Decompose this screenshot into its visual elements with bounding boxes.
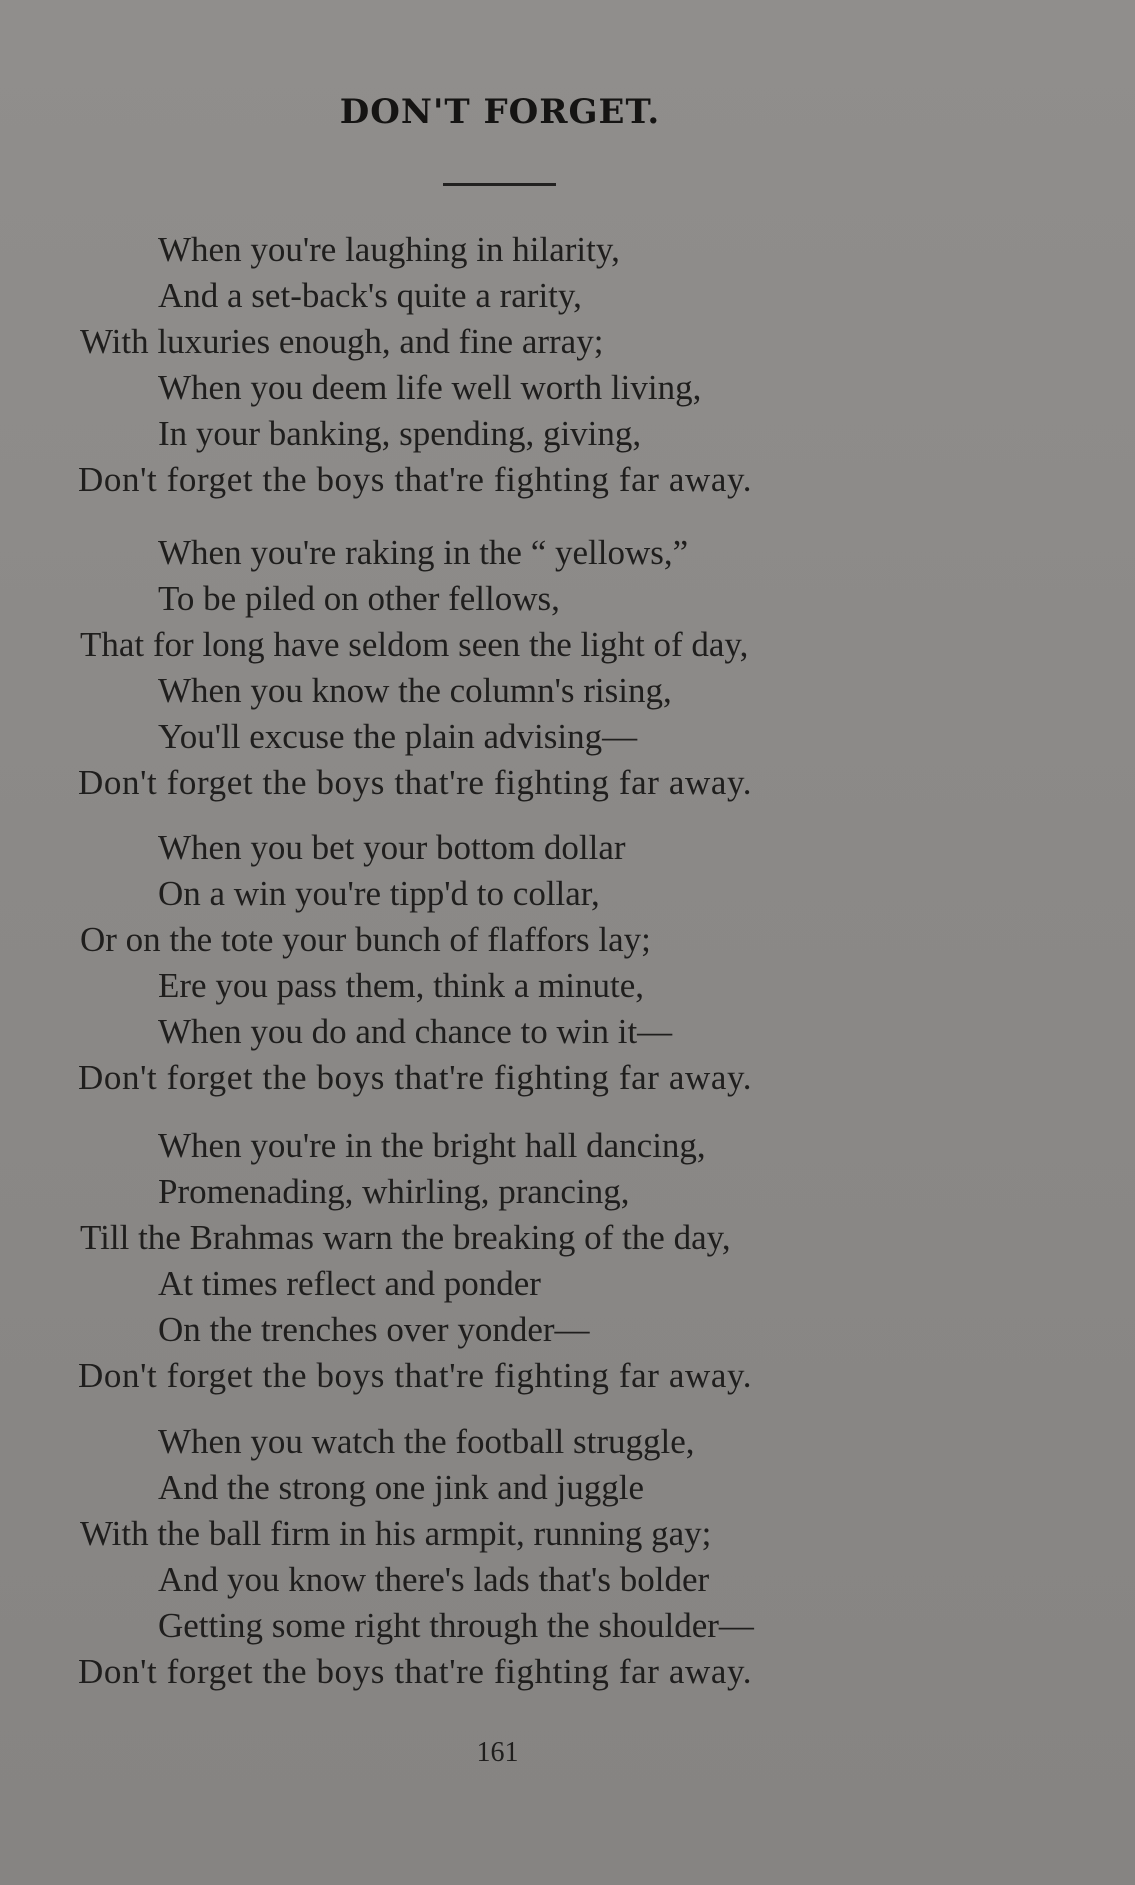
- poem-title: DON'T FORGET.: [339, 92, 661, 132]
- poem-line: To be piled on other fellows,: [158, 579, 560, 618]
- poem-line: And you know there's lads that's bolder: [158, 1560, 710, 1599]
- poem-line: When you watch the football struggle,: [158, 1422, 695, 1461]
- page-number: 161: [476, 1737, 519, 1768]
- title-rule: [443, 183, 556, 186]
- poem-line: When you're laughing in hilarity,: [158, 230, 620, 269]
- poem-line: With luxuries enough, and fine array;: [80, 322, 604, 361]
- poem-line: When you're raking in the “ yellows,”: [158, 533, 689, 572]
- poem-refrain: Don't forget the boys that're fighting far away.: [78, 1058, 753, 1097]
- poem-line: When you bet your bottom dollar: [158, 828, 626, 867]
- poem-refrain: Don't forget the boys that're fighting far away.: [78, 1652, 753, 1691]
- poem-line: When you deem life well worth living,: [158, 368, 702, 407]
- poem-line: That for long have seldom seen the light of day,: [80, 625, 749, 664]
- poem-line: On the trenches over yonder—: [158, 1310, 590, 1349]
- poem-line: When you're in the bright hall dancing,: [158, 1126, 706, 1165]
- poem-line: When you do and chance to win it—: [158, 1012, 673, 1051]
- poem-line: With the ball firm in his armpit, running gay;: [80, 1514, 712, 1553]
- poem-line: At times reflect and ponder: [158, 1264, 541, 1303]
- poem-refrain: Don't forget the boys that're fighting far away.: [78, 763, 753, 802]
- poem-line: And the strong one jink and juggle: [158, 1468, 645, 1507]
- poem-line: Ere you pass them, think a minute,: [158, 966, 645, 1005]
- poem-refrain: Don't forget the boys that're fighting far away.: [78, 1356, 753, 1395]
- poem-line: And a set-back's quite a rarity,: [158, 276, 582, 315]
- poem-line: Or on the tote your bunch of flaffors lay;: [80, 920, 651, 959]
- poem-line: You'll excuse the plain advising—: [158, 717, 638, 756]
- poem-refrain: Don't forget the boys that're fighting far away.: [78, 460, 753, 499]
- poem-line: In your banking, spending, giving,: [158, 414, 642, 453]
- poem-line: Promenading, whirling, prancing,: [158, 1172, 630, 1211]
- poem-line: On a win you're tipp'd to collar,: [158, 874, 600, 913]
- poem-line: Till the Brahmas warn the breaking of the day,: [80, 1218, 731, 1257]
- poem-line: When you know the column's rising,: [158, 671, 672, 710]
- poem-line: Getting some right through the shoulder—: [158, 1606, 754, 1645]
